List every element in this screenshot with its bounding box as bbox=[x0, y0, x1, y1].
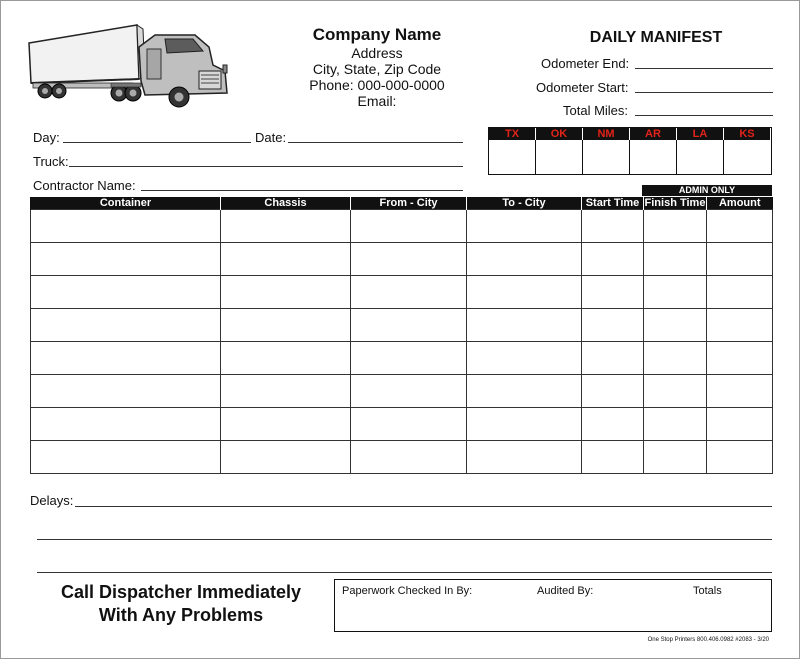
dispatcher-notice bbox=[41, 581, 321, 627]
printer-footer: One Stop Printers 800.406.0982 #2083 - 3/20 bbox=[647, 637, 769, 643]
delays-line-2[interactable] bbox=[37, 539, 772, 540]
table-cell[interactable] bbox=[582, 441, 644, 474]
state-box-tx[interactable] bbox=[489, 140, 536, 174]
state-header-ks: KS bbox=[724, 128, 771, 140]
state-header-ar: AR bbox=[630, 128, 677, 140]
state-header-ok: OK bbox=[536, 128, 583, 140]
table-cell[interactable] bbox=[644, 408, 707, 441]
date-field[interactable] bbox=[288, 142, 463, 143]
table-row bbox=[31, 210, 773, 243]
table-cell[interactable] bbox=[221, 408, 351, 441]
table-cell[interactable] bbox=[467, 276, 582, 309]
table-cell[interactable] bbox=[221, 309, 351, 342]
table-cell[interactable] bbox=[644, 210, 707, 243]
table-row bbox=[31, 276, 773, 309]
table-cell[interactable] bbox=[467, 342, 582, 375]
table-cell[interactable] bbox=[31, 441, 221, 474]
table-cell[interactable] bbox=[221, 243, 351, 276]
truck-field[interactable] bbox=[69, 166, 463, 167]
table-header-row bbox=[31, 197, 773, 210]
table-row bbox=[31, 243, 773, 276]
log-table bbox=[30, 197, 773, 474]
odometer-end-field[interactable] bbox=[635, 68, 773, 69]
company-email: Email: bbox=[357, 93, 397, 109]
table-cell[interactable] bbox=[467, 408, 582, 441]
delays-label: Delays: bbox=[30, 493, 74, 508]
table-cell[interactable] bbox=[31, 243, 221, 276]
delays-line-3[interactable] bbox=[37, 572, 772, 573]
company-block bbox=[297, 25, 457, 109]
table-cell[interactable] bbox=[221, 210, 351, 243]
admin-only-label: ADMIN ONLY bbox=[642, 185, 772, 196]
table-cell[interactable] bbox=[707, 342, 773, 375]
column-header-amount: Amount bbox=[707, 197, 773, 210]
day-label: Day: bbox=[33, 130, 60, 145]
table-row bbox=[31, 375, 773, 408]
total-miles-field[interactable] bbox=[635, 115, 773, 116]
table-cell[interactable] bbox=[707, 441, 773, 474]
table-cell[interactable] bbox=[467, 375, 582, 408]
table-cell[interactable] bbox=[707, 243, 773, 276]
column-header-to-city: To - City bbox=[467, 197, 582, 210]
contractor-name-field[interactable] bbox=[141, 190, 463, 191]
total-miles-label: Total Miles: bbox=[563, 103, 629, 118]
table-row bbox=[31, 441, 773, 474]
signoff-box[interactable] bbox=[334, 579, 772, 632]
day-field[interactable] bbox=[63, 142, 251, 143]
table-cell[interactable] bbox=[221, 342, 351, 375]
table-cell[interactable] bbox=[221, 276, 351, 309]
table-cell[interactable] bbox=[221, 375, 351, 408]
table-cell[interactable] bbox=[707, 210, 773, 243]
table-cell[interactable] bbox=[31, 210, 221, 243]
table-cell[interactable] bbox=[221, 441, 351, 474]
table-cell[interactable] bbox=[644, 243, 707, 276]
table-cell[interactable] bbox=[31, 375, 221, 408]
table-cell[interactable] bbox=[467, 441, 582, 474]
table-row bbox=[31, 408, 773, 441]
table-cell[interactable] bbox=[467, 309, 582, 342]
dispatcher-notice-line-2: With Any Problems bbox=[98, 605, 264, 625]
table-cell[interactable] bbox=[582, 276, 644, 309]
table-cell[interactable] bbox=[351, 441, 467, 474]
table-cell[interactable] bbox=[31, 276, 221, 309]
table-cell[interactable] bbox=[644, 309, 707, 342]
table-cell[interactable] bbox=[31, 408, 221, 441]
paperwork-checked-label: Paperwork Checked In By: bbox=[342, 585, 473, 597]
table-row bbox=[31, 309, 773, 342]
table-cell[interactable] bbox=[351, 408, 467, 441]
table-cell[interactable] bbox=[707, 408, 773, 441]
company-city-state-zip: City, State, Zip Code bbox=[312, 61, 442, 77]
table-cell[interactable] bbox=[351, 276, 467, 309]
table-cell[interactable] bbox=[351, 375, 467, 408]
table-cell[interactable] bbox=[351, 309, 467, 342]
state-box-nm[interactable] bbox=[583, 140, 630, 174]
table-cell[interactable] bbox=[351, 210, 467, 243]
semi-truck-icon bbox=[27, 21, 231, 111]
table-cell[interactable] bbox=[707, 309, 773, 342]
table-cell[interactable] bbox=[644, 342, 707, 375]
contractor-name-label: Contractor Name: bbox=[33, 178, 136, 193]
table-cell[interactable] bbox=[31, 342, 221, 375]
odometer-start-field[interactable] bbox=[635, 92, 773, 93]
table-cell[interactable] bbox=[582, 342, 644, 375]
table-cell[interactable] bbox=[31, 309, 221, 342]
state-header-nm: NM bbox=[583, 128, 630, 140]
column-header-chassis: Chassis bbox=[221, 197, 351, 210]
state-header-la: LA bbox=[677, 128, 724, 140]
column-header-from-city: From - City bbox=[351, 197, 467, 210]
table-cell[interactable] bbox=[707, 276, 773, 309]
column-header-finish-time: Finish Time bbox=[644, 197, 706, 209]
company-name: Company Name bbox=[312, 25, 442, 44]
table-cell[interactable] bbox=[351, 342, 467, 375]
column-header-container: Container bbox=[31, 197, 221, 210]
delays-line-1[interactable] bbox=[75, 506, 772, 507]
company-address: Address bbox=[351, 45, 403, 61]
state-grid bbox=[488, 127, 772, 175]
table-cell[interactable] bbox=[582, 375, 644, 408]
state-header-tx: TX bbox=[489, 128, 536, 140]
table-cell[interactable] bbox=[351, 243, 467, 276]
audited-by-label: Audited By: bbox=[537, 585, 594, 597]
table-cell[interactable] bbox=[582, 309, 644, 342]
totals-label: Totals bbox=[693, 585, 722, 597]
table-cell[interactable] bbox=[582, 408, 644, 441]
state-box-ks[interactable] bbox=[724, 140, 771, 174]
company-phone: Phone: 000-000-0000 bbox=[309, 77, 445, 93]
table-cell[interactable] bbox=[644, 375, 707, 408]
odometer-start-label: Odometer Start: bbox=[536, 80, 629, 95]
table-cell[interactable] bbox=[467, 243, 582, 276]
column-header-start-time: Start Time bbox=[582, 197, 644, 210]
table-cell[interactable] bbox=[582, 210, 644, 243]
date-label: Date: bbox=[255, 130, 287, 145]
table-cell[interactable] bbox=[644, 441, 707, 474]
state-box-ok[interactable] bbox=[536, 140, 583, 174]
table-cell[interactable] bbox=[582, 243, 644, 276]
manifest-title: DAILY MANIFEST bbox=[589, 29, 723, 46]
table-cell[interactable] bbox=[467, 210, 582, 243]
truck-label: Truck: bbox=[33, 154, 69, 169]
table-cell[interactable] bbox=[644, 276, 707, 309]
dispatcher-notice-line-1: Call Dispatcher Immediately bbox=[60, 582, 302, 602]
table-row bbox=[31, 342, 773, 375]
state-box-la[interactable] bbox=[677, 140, 724, 174]
state-box-ar[interactable] bbox=[630, 140, 677, 174]
odometer-end-label: Odometer End: bbox=[541, 56, 630, 71]
table-cell[interactable] bbox=[707, 375, 773, 408]
